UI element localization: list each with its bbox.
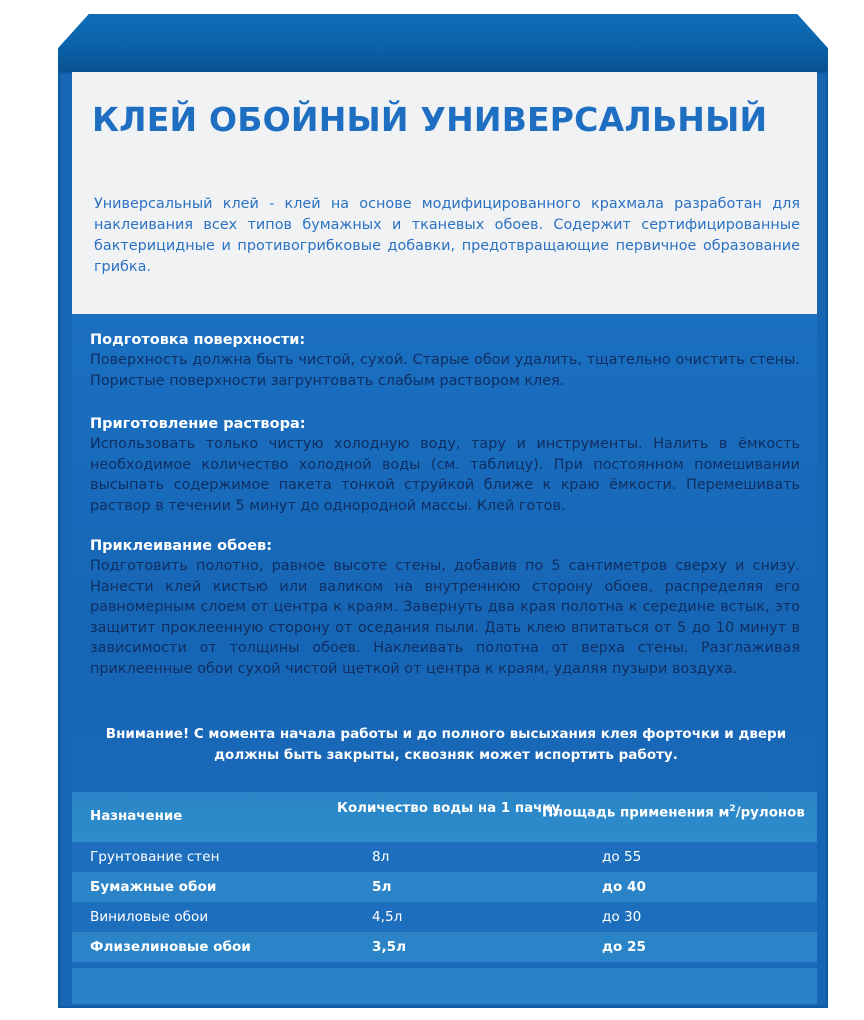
cell-purpose: Флизелиновые обои — [90, 939, 251, 955]
section-surface-prep — [90, 330, 800, 391]
glue-package — [58, 14, 828, 1008]
cell-purpose: Грунтование стен — [90, 849, 220, 865]
table-header-row — [72, 792, 817, 842]
header-panel — [72, 72, 817, 314]
table-row — [72, 932, 817, 962]
table-row — [72, 902, 817, 932]
cell-water: 4,5л — [372, 909, 403, 925]
section-text: Подготовить полотно, равное высоте стены, добавив по 5 сантиметров сверху и снизу. Нанести клей кистью или валиком на внутреннюю сторону обоев, распределяя его равномерным слоем от центра к краям. Завернуть два края полотна к середине встык, это защитит проклеенную сторону от оседания пыли. Дать клею впитаться от 5 до 10 минут в зависимости от толщины обоев. Наклеивать полотна от верха стены. Разглаживая приклеенные обои сухой чистой щеткой от центра к краям, удаляя пузыри воздуха. — [90, 558, 800, 677]
cell-area: до 40 — [602, 879, 646, 895]
section-text: Использовать только чистую холодную воду, тару и инструменты. Налить в ёмкость необходимое количество холодной воды (см. таблицу). При постоянном помешивании высыпать содержимое пакета тонкой струйкой ближе к краю ёмкости. Перемешивать раствор в течении 5 минут до однородной массы. Клей готов. — [90, 436, 800, 514]
cell-area: до 30 — [602, 909, 642, 925]
section-heading: Приклеивание обоев: — [90, 538, 273, 554]
section-heading: Подготовка поверхности: — [90, 332, 306, 348]
cell-area: до 55 — [602, 849, 642, 865]
package-front — [58, 72, 828, 1008]
header-water: Количество воды на 1 пачку — [337, 801, 561, 816]
product-title: КЛЕЙ ОБОЙНЫЙ УНИВЕРСАЛЬНЫЙ — [92, 100, 768, 139]
table-row — [72, 872, 817, 902]
cell-purpose: Виниловые обои — [90, 909, 209, 925]
section-text: Поверхность должна быть чистой, сухой. Старые обои удалить, тщательно очистить стены. Пористые поверхности загрунтовать слабым раствором клея. — [90, 352, 800, 389]
cell-water: 3,5л — [372, 939, 407, 955]
instructions-panel — [72, 314, 817, 1004]
section-heading: Приготовление раствора: — [90, 416, 306, 432]
bottom-band — [72, 968, 817, 1004]
cell-purpose: Бумажные обои — [90, 879, 217, 895]
warning-text: Внимание! С момента начала работы и до полного высыхания клея форточки и двери должны быть закрыты, сквозняк может испортить работу. — [105, 726, 787, 763]
package-top-edge — [58, 14, 828, 76]
table-row — [72, 842, 817, 872]
section-wallpaper-gluing — [90, 536, 800, 679]
usage-table — [72, 792, 817, 962]
section-solution-prep — [90, 414, 800, 516]
cell-water: 8л — [372, 849, 390, 865]
header-purpose: Назначение — [90, 809, 183, 824]
cell-area: до 25 — [602, 939, 646, 955]
product-description: Универсальный клей - клей на основе модифицированного крахмала разработан для наклеивания всех типов бумажных и тканевых обоев. Содержит сертифицированные бактерицидные и противогрибковые добавки, предотвращающие первичное образование грибка. — [94, 196, 800, 275]
cell-water: 5л — [372, 879, 392, 895]
header-area: Площадь применения $м^2$/рулонов — [542, 804, 805, 821]
